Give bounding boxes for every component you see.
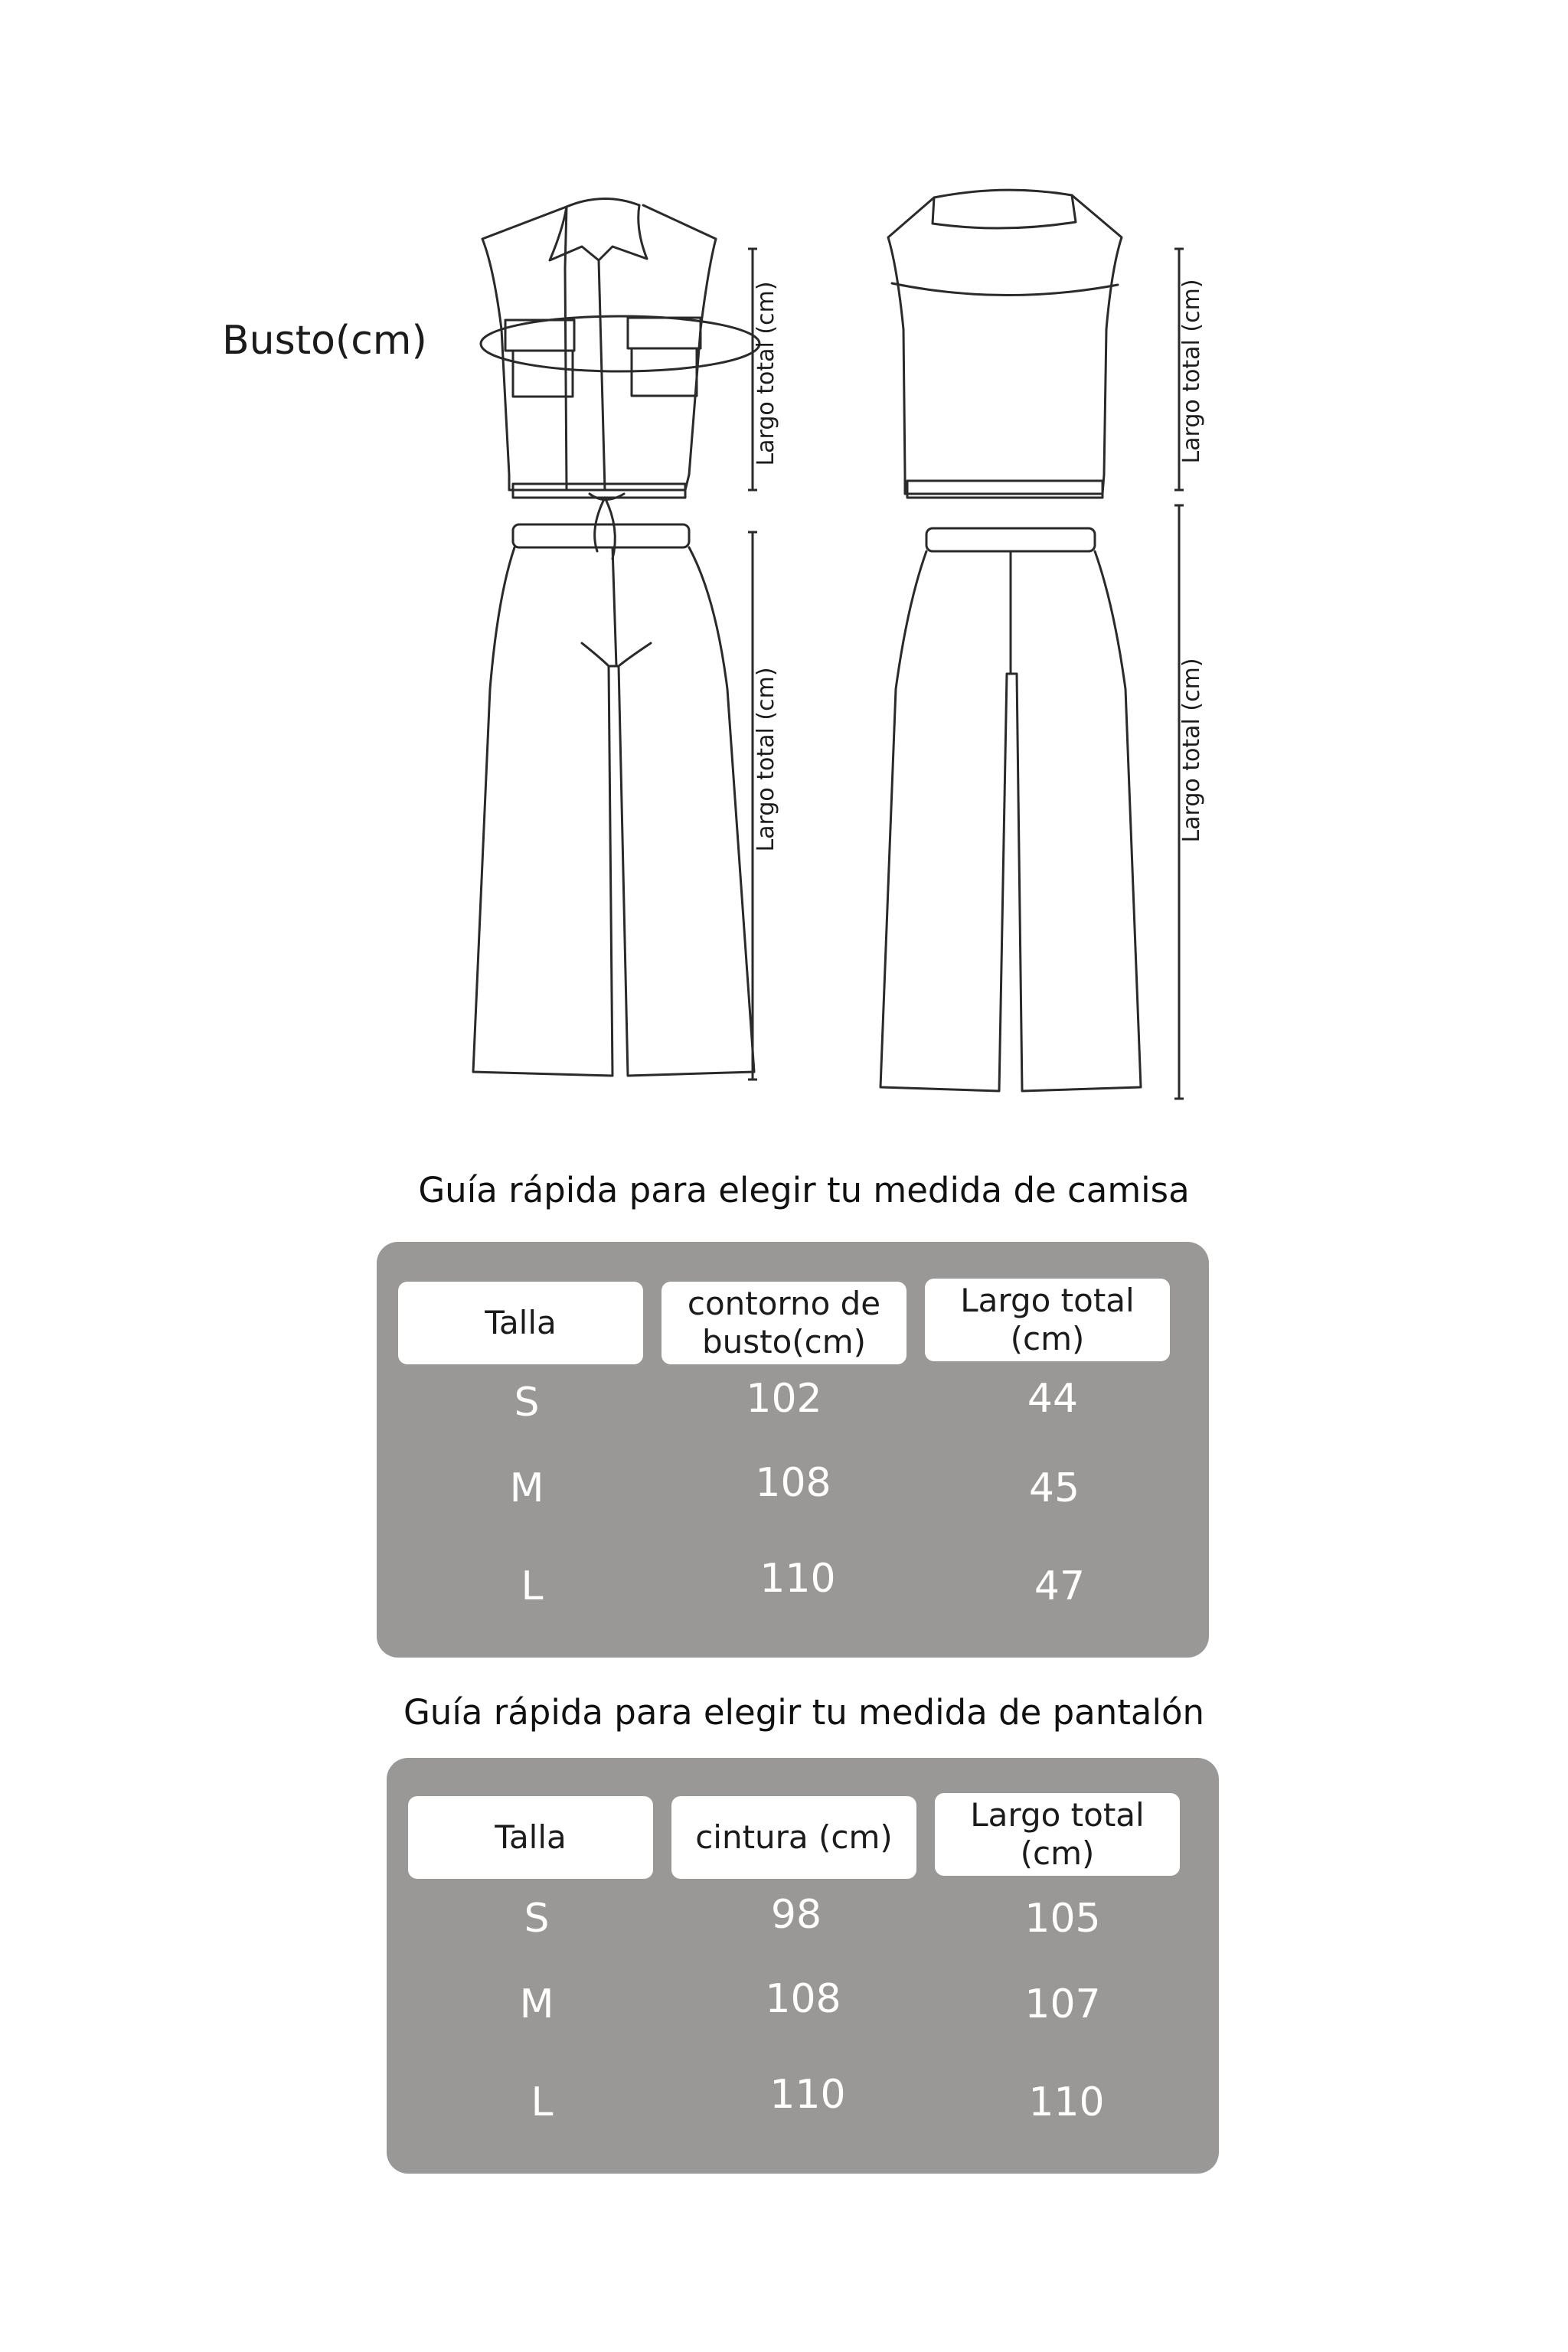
shirt-row-m-length: 45	[1028, 1465, 1080, 1511]
front-pants-length-label: Largo total (cm)	[753, 667, 779, 852]
shirt-size-table	[377, 1242, 1209, 1658]
back-shirt-drawing	[880, 190, 1141, 1091]
pants-row-s-waist: 98	[770, 1892, 822, 1938]
pants-row-m-size: M	[519, 1981, 554, 2027]
shirt-row-m-bust: 108	[755, 1460, 831, 1506]
shirt-row-s-size: S	[514, 1380, 540, 1426]
pants-size-table	[387, 1758, 1219, 2174]
shirt-row-l-length: 47	[1034, 1563, 1086, 1609]
pants-header-length: Largo total (cm)	[935, 1793, 1180, 1876]
bust-ellipse	[481, 316, 760, 371]
shirt-header-bust: contorno de busto(cm)	[662, 1282, 906, 1364]
pants-row-l-waist: 110	[769, 2072, 846, 2118]
shirt-header-length: Largo total (cm)	[925, 1279, 1170, 1361]
pants-header-size: Talla	[408, 1796, 653, 1879]
pants-row-m-length: 107	[1024, 1981, 1101, 2027]
shirt-row-l-size: L	[521, 1563, 544, 1609]
shirt-row-m-size: M	[509, 1465, 544, 1511]
shirt-row-s-length: 44	[1027, 1376, 1079, 1422]
shirt-row-s-bust: 102	[746, 1376, 822, 1422]
garment-illustration	[0, 0, 1568, 1148]
pants-row-l-size: L	[531, 2079, 554, 2125]
pants-row-m-waist: 108	[765, 1976, 841, 2022]
bust-label: Busto(cm)	[222, 318, 427, 364]
shirt-row-l-bust: 110	[760, 1556, 836, 1602]
shirt-guide-title: Guía rápida para elegir tu medida de camisa	[418, 1170, 1190, 1210]
pants-guide-title: Guía rápida para elegir tu medida de pantalón	[403, 1692, 1205, 1733]
back-pants-length-label: Largo total (cm)	[1178, 658, 1205, 843]
front-shirt-length-label: Largo total (cm)	[753, 281, 779, 466]
pants-row-l-length: 110	[1028, 2079, 1105, 2125]
pants-header-waist: cintura (cm)	[671, 1796, 916, 1879]
shirt-header-size: Talla	[398, 1282, 643, 1364]
pants-row-s-size: S	[524, 1896, 550, 1942]
front-shirt-drawing	[473, 198, 754, 1076]
back-shirt-length-label: Largo total (cm)	[1178, 279, 1205, 464]
pants-row-s-length: 105	[1024, 1896, 1101, 1942]
